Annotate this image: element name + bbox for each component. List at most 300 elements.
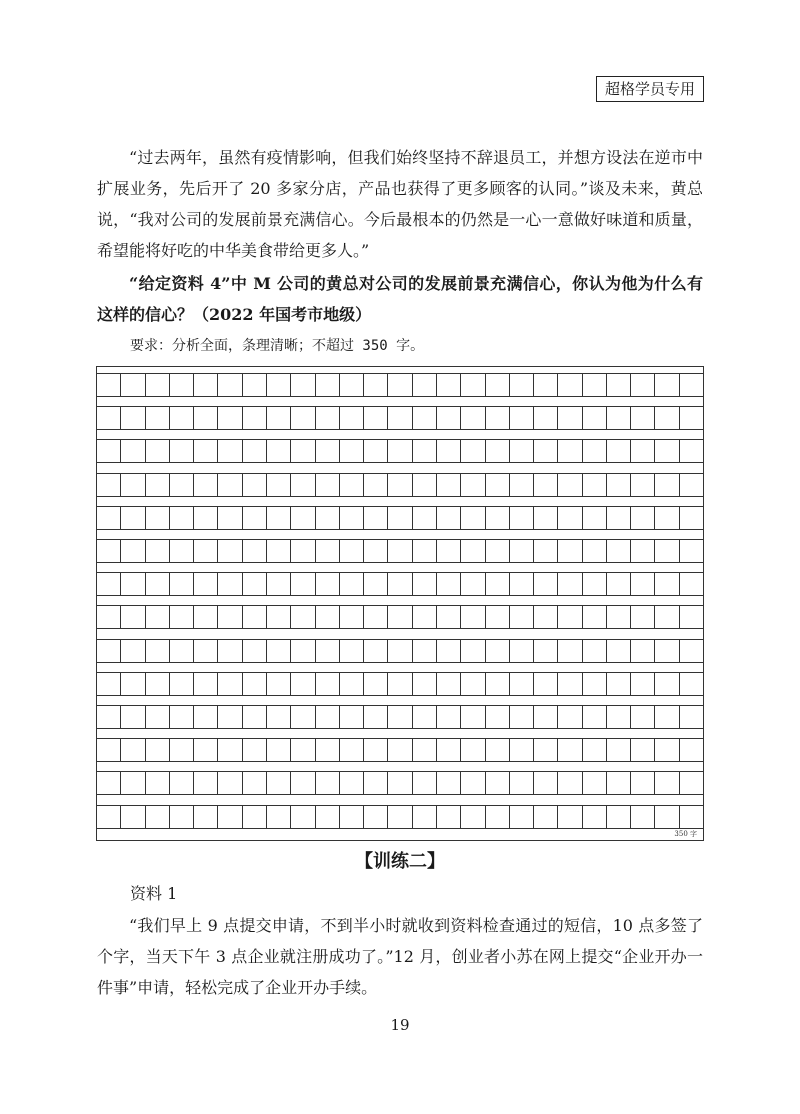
grid-cell[interactable] <box>290 407 314 429</box>
grid-cell[interactable] <box>630 706 654 728</box>
grid-cell[interactable] <box>169 772 193 794</box>
grid-cell[interactable] <box>654 540 678 562</box>
grid-cell[interactable] <box>315 772 339 794</box>
grid-cell[interactable] <box>242 673 266 695</box>
grid-cell[interactable] <box>315 606 339 628</box>
grid-cell[interactable] <box>242 706 266 728</box>
grid-cell[interactable] <box>630 739 654 761</box>
grid-cell[interactable] <box>509 507 533 529</box>
grid-cell[interactable] <box>436 739 460 761</box>
grid-cell[interactable] <box>460 640 484 662</box>
grid-cell[interactable] <box>145 440 169 462</box>
grid-cell[interactable] <box>242 507 266 529</box>
grid-cell[interactable] <box>630 474 654 496</box>
grid-cell[interactable] <box>169 407 193 429</box>
grid-cell[interactable] <box>97 806 120 828</box>
grid-cell[interactable] <box>120 706 144 728</box>
grid-cell[interactable] <box>339 772 363 794</box>
grid-cell[interactable] <box>412 540 436 562</box>
grid-cell[interactable] <box>266 573 290 595</box>
grid-cell[interactable] <box>290 474 314 496</box>
grid-cell[interactable] <box>679 640 703 662</box>
grid-cell[interactable] <box>412 440 436 462</box>
grid-cell[interactable] <box>193 407 217 429</box>
grid-cell[interactable] <box>387 440 411 462</box>
grid-cell[interactable] <box>436 507 460 529</box>
grid-cell[interactable] <box>460 474 484 496</box>
grid-cell[interactable] <box>363 673 387 695</box>
grid-cell[interactable] <box>290 440 314 462</box>
grid-cell[interactable] <box>412 474 436 496</box>
grid-cell[interactable] <box>217 573 241 595</box>
grid-cell[interactable] <box>145 640 169 662</box>
grid-cell[interactable] <box>679 507 703 529</box>
grid-cell[interactable] <box>679 474 703 496</box>
grid-cell[interactable] <box>485 374 509 396</box>
grid-cell[interactable] <box>145 474 169 496</box>
grid-cell[interactable] <box>654 673 678 695</box>
grid-cell[interactable] <box>387 474 411 496</box>
grid-cell[interactable] <box>387 606 411 628</box>
grid-cell[interactable] <box>485 507 509 529</box>
grid-cell[interactable] <box>387 507 411 529</box>
grid-cell[interactable] <box>630 573 654 595</box>
grid-cell[interactable] <box>315 440 339 462</box>
grid-cell[interactable] <box>145 673 169 695</box>
grid-cell[interactable] <box>557 673 581 695</box>
grid-cell[interactable] <box>654 739 678 761</box>
grid-cell[interactable] <box>436 806 460 828</box>
grid-cell[interactable] <box>485 640 509 662</box>
grid-cell[interactable] <box>533 739 557 761</box>
grid-cell[interactable] <box>145 407 169 429</box>
grid-cell[interactable] <box>193 540 217 562</box>
grid-cell[interactable] <box>509 606 533 628</box>
grid-cell[interactable] <box>485 474 509 496</box>
grid-cell[interactable] <box>412 806 436 828</box>
grid-cell[interactable] <box>557 507 581 529</box>
grid-cell[interactable] <box>606 540 630 562</box>
grid-cell[interactable] <box>460 806 484 828</box>
grid-cell[interactable] <box>606 706 630 728</box>
grid-cell[interactable] <box>339 806 363 828</box>
grid-cell[interactable] <box>217 739 241 761</box>
grid-cell[interactable] <box>290 507 314 529</box>
grid-cell[interactable] <box>120 507 144 529</box>
grid-cell[interactable] <box>412 606 436 628</box>
grid-cell[interactable] <box>460 407 484 429</box>
grid-cell[interactable] <box>315 640 339 662</box>
grid-cell[interactable] <box>97 739 120 761</box>
grid-cell[interactable] <box>363 474 387 496</box>
grid-cell[interactable] <box>460 540 484 562</box>
grid-cell[interactable] <box>606 407 630 429</box>
grid-cell[interactable] <box>120 772 144 794</box>
grid-cell[interactable] <box>557 606 581 628</box>
grid-cell[interactable] <box>606 640 630 662</box>
grid-cell[interactable] <box>266 374 290 396</box>
grid-cell[interactable] <box>266 540 290 562</box>
grid-cell[interactable] <box>557 374 581 396</box>
grid-cell[interactable] <box>145 573 169 595</box>
grid-cell[interactable] <box>242 772 266 794</box>
grid-cell[interactable] <box>606 507 630 529</box>
grid-cell[interactable] <box>193 606 217 628</box>
grid-cell[interactable] <box>363 606 387 628</box>
grid-cell[interactable] <box>339 507 363 529</box>
grid-cell[interactable] <box>582 573 606 595</box>
grid-cell[interactable] <box>606 806 630 828</box>
grid-cell[interactable] <box>339 407 363 429</box>
grid-cell[interactable] <box>582 606 606 628</box>
grid-cell[interactable] <box>485 739 509 761</box>
grid-cell[interactable] <box>315 706 339 728</box>
grid-cell[interactable] <box>120 374 144 396</box>
grid-cell[interactable] <box>242 374 266 396</box>
grid-cell[interactable] <box>654 374 678 396</box>
grid-cell[interactable] <box>169 474 193 496</box>
grid-cell[interactable] <box>412 772 436 794</box>
grid-cell[interactable] <box>582 440 606 462</box>
grid-cell[interactable] <box>557 739 581 761</box>
grid-cell[interactable] <box>97 507 120 529</box>
grid-cell[interactable] <box>412 507 436 529</box>
grid-cell[interactable] <box>290 772 314 794</box>
grid-cell[interactable] <box>557 474 581 496</box>
grid-cell[interactable] <box>193 673 217 695</box>
grid-cell[interactable] <box>363 407 387 429</box>
grid-cell[interactable] <box>217 440 241 462</box>
grid-cell[interactable] <box>606 739 630 761</box>
grid-cell[interactable] <box>582 407 606 429</box>
grid-cell[interactable] <box>193 806 217 828</box>
grid-cell[interactable] <box>169 806 193 828</box>
grid-cell[interactable] <box>436 573 460 595</box>
grid-cell[interactable] <box>193 573 217 595</box>
grid-cell[interactable] <box>557 640 581 662</box>
grid-cell[interactable] <box>630 507 654 529</box>
grid-cell[interactable] <box>533 640 557 662</box>
grid-cell[interactable] <box>679 772 703 794</box>
grid-cell[interactable] <box>363 806 387 828</box>
grid-cell[interactable] <box>97 606 120 628</box>
grid-cell[interactable] <box>120 640 144 662</box>
grid-cell[interactable] <box>654 772 678 794</box>
grid-cell[interactable] <box>387 739 411 761</box>
grid-cell[interactable] <box>120 673 144 695</box>
grid-cell[interactable] <box>242 407 266 429</box>
grid-cell[interactable] <box>120 407 144 429</box>
grid-cell[interactable] <box>193 772 217 794</box>
grid-cell[interactable] <box>533 474 557 496</box>
grid-cell[interactable] <box>169 440 193 462</box>
grid-cell[interactable] <box>606 673 630 695</box>
grid-cell[interactable] <box>436 374 460 396</box>
grid-cell[interactable] <box>242 606 266 628</box>
grid-cell[interactable] <box>533 507 557 529</box>
grid-cell[interactable] <box>387 540 411 562</box>
grid-cell[interactable] <box>266 739 290 761</box>
grid-cell[interactable] <box>509 806 533 828</box>
grid-cell[interactable] <box>339 374 363 396</box>
grid-cell[interactable] <box>266 706 290 728</box>
grid-cell[interactable] <box>120 573 144 595</box>
grid-cell[interactable] <box>145 706 169 728</box>
grid-cell[interactable] <box>363 772 387 794</box>
grid-cell[interactable] <box>485 673 509 695</box>
grid-cell[interactable] <box>630 606 654 628</box>
grid-cell[interactable] <box>533 440 557 462</box>
grid-cell[interactable] <box>485 806 509 828</box>
grid-cell[interactable] <box>436 606 460 628</box>
grid-cell[interactable] <box>169 673 193 695</box>
grid-cell[interactable] <box>654 606 678 628</box>
grid-cell[interactable] <box>315 540 339 562</box>
grid-cell[interactable] <box>242 440 266 462</box>
grid-cell[interactable] <box>436 772 460 794</box>
grid-cell[interactable] <box>485 706 509 728</box>
grid-cell[interactable] <box>266 440 290 462</box>
grid-cell[interactable] <box>315 507 339 529</box>
grid-cell[interactable] <box>582 374 606 396</box>
grid-cell[interactable] <box>679 407 703 429</box>
grid-cell[interactable] <box>290 706 314 728</box>
grid-cell[interactable] <box>339 673 363 695</box>
grid-cell[interactable] <box>606 474 630 496</box>
grid-cell[interactable] <box>679 374 703 396</box>
grid-cell[interactable] <box>97 706 120 728</box>
grid-cell[interactable] <box>533 374 557 396</box>
grid-cell[interactable] <box>460 772 484 794</box>
grid-cell[interactable] <box>387 640 411 662</box>
grid-cell[interactable] <box>315 673 339 695</box>
grid-cell[interactable] <box>412 407 436 429</box>
grid-cell[interactable] <box>193 374 217 396</box>
grid-cell[interactable] <box>630 640 654 662</box>
grid-cell[interactable] <box>339 706 363 728</box>
grid-cell[interactable] <box>217 540 241 562</box>
grid-cell[interactable] <box>120 739 144 761</box>
grid-cell[interactable] <box>679 440 703 462</box>
grid-cell[interactable] <box>387 706 411 728</box>
grid-cell[interactable] <box>217 407 241 429</box>
answer-grid[interactable] <box>96 366 704 841</box>
grid-cell[interactable] <box>485 540 509 562</box>
grid-cell[interactable] <box>460 507 484 529</box>
grid-cell[interactable] <box>120 540 144 562</box>
grid-cell[interactable] <box>169 573 193 595</box>
grid-cell[interactable] <box>509 640 533 662</box>
grid-cell[interactable] <box>582 806 606 828</box>
grid-cell[interactable] <box>679 606 703 628</box>
grid-cell[interactable] <box>533 573 557 595</box>
grid-cell[interactable] <box>654 474 678 496</box>
grid-cell[interactable] <box>679 673 703 695</box>
grid-cell[interactable] <box>460 440 484 462</box>
grid-cell[interactable] <box>242 474 266 496</box>
grid-cell[interactable] <box>582 673 606 695</box>
grid-cell[interactable] <box>557 772 581 794</box>
grid-cell[interactable] <box>654 706 678 728</box>
grid-cell[interactable] <box>242 573 266 595</box>
grid-cell[interactable] <box>509 407 533 429</box>
grid-cell[interactable] <box>242 739 266 761</box>
grid-cell[interactable] <box>460 374 484 396</box>
grid-cell[interactable] <box>290 806 314 828</box>
grid-cell[interactable] <box>145 739 169 761</box>
grid-cell[interactable] <box>533 772 557 794</box>
grid-cell[interactable] <box>436 440 460 462</box>
grid-cell[interactable] <box>217 806 241 828</box>
grid-cell[interactable] <box>387 806 411 828</box>
grid-cell[interactable] <box>533 673 557 695</box>
grid-cell[interactable] <box>509 474 533 496</box>
grid-cell[interactable] <box>436 673 460 695</box>
grid-cell[interactable] <box>509 374 533 396</box>
grid-cell[interactable] <box>582 706 606 728</box>
grid-cell[interactable] <box>654 573 678 595</box>
grid-cell[interactable] <box>120 474 144 496</box>
grid-cell[interactable] <box>387 573 411 595</box>
grid-cell[interactable] <box>145 374 169 396</box>
grid-cell[interactable] <box>485 606 509 628</box>
grid-cell[interactable] <box>217 706 241 728</box>
grid-cell[interactable] <box>266 606 290 628</box>
grid-cell[interactable] <box>217 640 241 662</box>
grid-cell[interactable] <box>315 374 339 396</box>
grid-cell[interactable] <box>509 673 533 695</box>
grid-cell[interactable] <box>169 374 193 396</box>
grid-cell[interactable] <box>339 606 363 628</box>
grid-cell[interactable] <box>460 706 484 728</box>
grid-cell[interactable] <box>485 573 509 595</box>
grid-cell[interactable] <box>654 640 678 662</box>
grid-cell[interactable] <box>436 540 460 562</box>
grid-cell[interactable] <box>582 474 606 496</box>
grid-cell[interactable] <box>630 374 654 396</box>
grid-cell[interactable] <box>193 440 217 462</box>
grid-cell[interactable] <box>630 673 654 695</box>
grid-cell[interactable] <box>485 440 509 462</box>
grid-cell[interactable] <box>363 540 387 562</box>
grid-cell[interactable] <box>387 772 411 794</box>
grid-cell[interactable] <box>436 706 460 728</box>
grid-cell[interactable] <box>97 673 120 695</box>
grid-cell[interactable] <box>193 706 217 728</box>
grid-cell[interactable] <box>266 407 290 429</box>
grid-cell[interactable] <box>217 673 241 695</box>
grid-cell[interactable] <box>363 706 387 728</box>
grid-cell[interactable] <box>169 739 193 761</box>
grid-cell[interactable] <box>97 440 120 462</box>
grid-cell[interactable] <box>242 806 266 828</box>
grid-cell[interactable] <box>654 507 678 529</box>
grid-cell[interactable] <box>266 772 290 794</box>
grid-cell[interactable] <box>630 407 654 429</box>
grid-cell[interactable] <box>169 540 193 562</box>
grid-cell[interactable] <box>460 739 484 761</box>
grid-cell[interactable] <box>582 739 606 761</box>
grid-cell[interactable] <box>387 673 411 695</box>
grid-cell[interactable] <box>509 706 533 728</box>
grid-cell[interactable] <box>339 640 363 662</box>
grid-cell[interactable] <box>242 540 266 562</box>
grid-cell[interactable] <box>630 806 654 828</box>
grid-cell[interactable] <box>606 772 630 794</box>
grid-cell[interactable] <box>339 474 363 496</box>
grid-cell[interactable] <box>145 606 169 628</box>
grid-cell[interactable] <box>582 772 606 794</box>
grid-cell[interactable] <box>145 540 169 562</box>
grid-cell[interactable] <box>630 440 654 462</box>
grid-cell[interactable] <box>485 407 509 429</box>
grid-cell[interactable] <box>363 739 387 761</box>
grid-cell[interactable] <box>266 806 290 828</box>
grid-cell[interactable] <box>387 374 411 396</box>
grid-cell[interactable] <box>606 374 630 396</box>
grid-cell[interactable] <box>290 673 314 695</box>
grid-cell[interactable] <box>412 739 436 761</box>
grid-cell[interactable] <box>460 673 484 695</box>
grid-cell[interactable] <box>485 772 509 794</box>
grid-cell[interactable] <box>557 806 581 828</box>
grid-cell[interactable] <box>290 374 314 396</box>
grid-cell[interactable] <box>266 507 290 529</box>
grid-cell[interactable] <box>339 440 363 462</box>
grid-cell[interactable] <box>193 507 217 529</box>
grid-cell[interactable] <box>533 706 557 728</box>
grid-cell[interactable] <box>97 474 120 496</box>
grid-cell[interactable] <box>169 640 193 662</box>
grid-cell[interactable] <box>193 739 217 761</box>
grid-cell[interactable] <box>412 640 436 662</box>
grid-cell[interactable] <box>679 739 703 761</box>
grid-cell[interactable] <box>120 440 144 462</box>
grid-cell[interactable] <box>193 640 217 662</box>
grid-cell[interactable] <box>606 606 630 628</box>
grid-cell[interactable] <box>290 606 314 628</box>
grid-cell[interactable] <box>315 474 339 496</box>
grid-cell[interactable] <box>363 640 387 662</box>
grid-cell[interactable] <box>145 507 169 529</box>
grid-cell[interactable] <box>436 407 460 429</box>
grid-cell[interactable] <box>290 739 314 761</box>
grid-cell[interactable] <box>120 606 144 628</box>
grid-cell[interactable] <box>217 606 241 628</box>
grid-cell[interactable] <box>582 540 606 562</box>
grid-cell[interactable] <box>363 440 387 462</box>
grid-cell[interactable] <box>97 407 120 429</box>
grid-cell[interactable] <box>654 440 678 462</box>
grid-cell[interactable] <box>412 706 436 728</box>
grid-cell[interactable] <box>630 540 654 562</box>
grid-cell[interactable] <box>557 407 581 429</box>
grid-cell[interactable] <box>654 806 678 828</box>
grid-cell[interactable] <box>339 540 363 562</box>
grid-cell[interactable] <box>460 573 484 595</box>
grid-cell[interactable] <box>679 573 703 595</box>
grid-cell[interactable] <box>436 640 460 662</box>
grid-cell[interactable] <box>363 374 387 396</box>
grid-cell[interactable] <box>679 540 703 562</box>
grid-cell[interactable] <box>412 374 436 396</box>
grid-cell[interactable] <box>217 772 241 794</box>
grid-cell[interactable] <box>509 772 533 794</box>
grid-cell[interactable] <box>217 474 241 496</box>
grid-cell[interactable] <box>582 507 606 529</box>
grid-cell[interactable] <box>266 640 290 662</box>
grid-cell[interactable] <box>533 407 557 429</box>
